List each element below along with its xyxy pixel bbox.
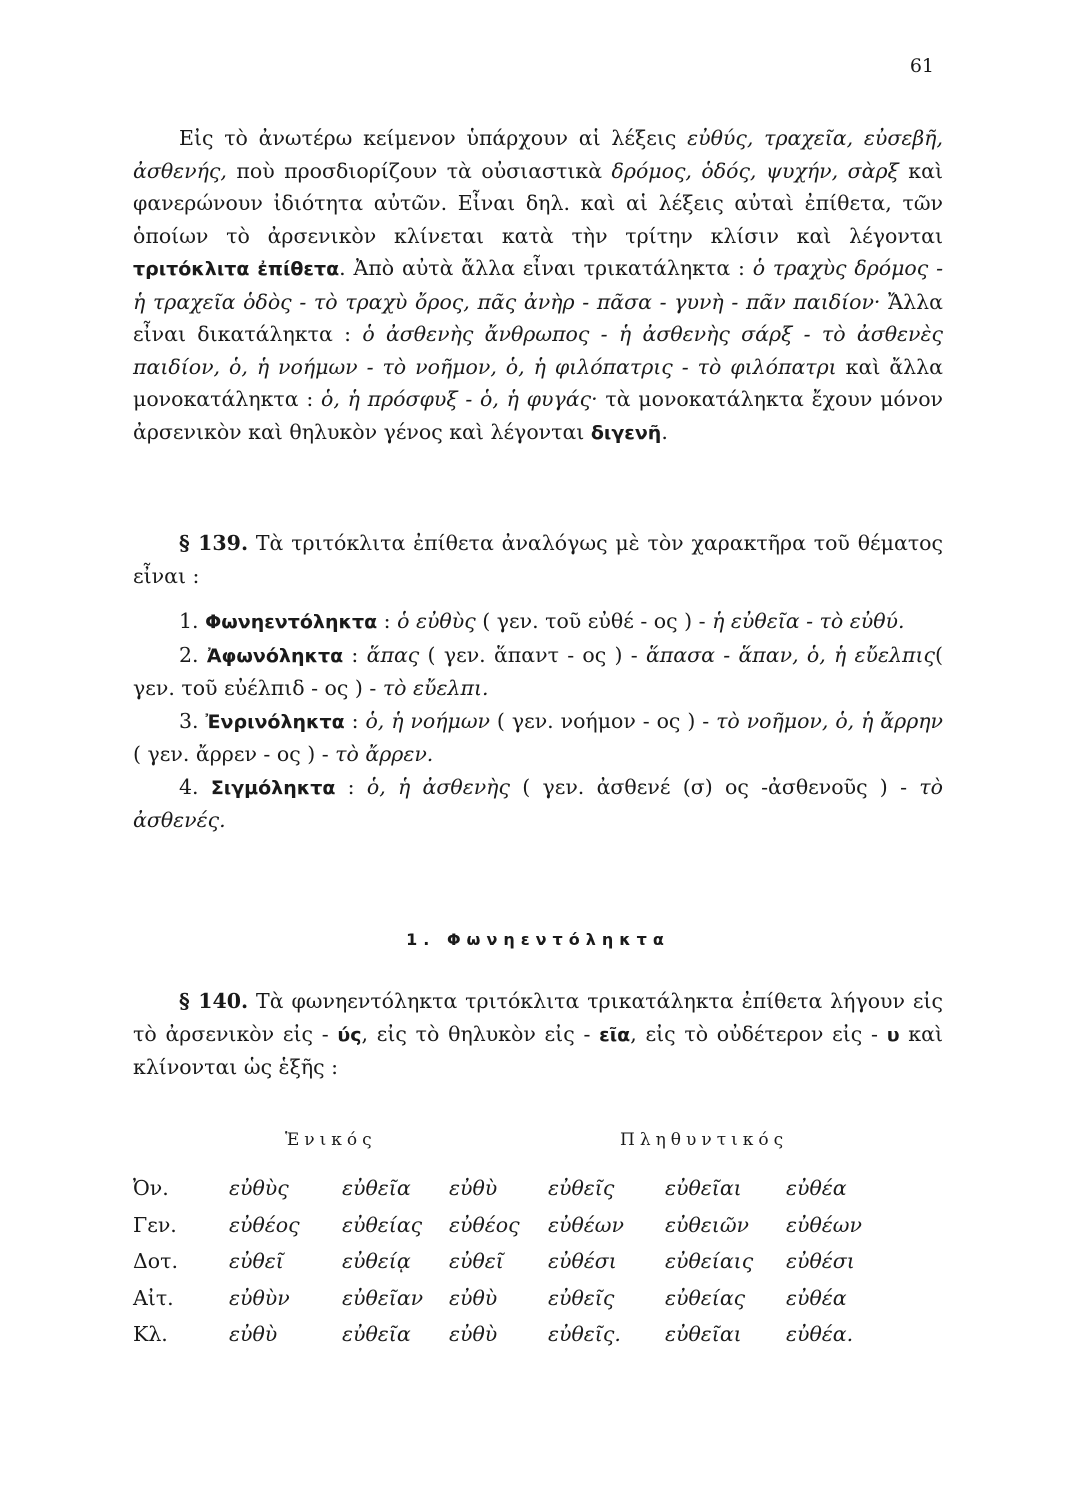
form-cell: εὐθέων xyxy=(548,1212,624,1237)
form-cell: εὐθὺ xyxy=(449,1285,498,1310)
intro-text: Ἄλλα εἶναι δικατάληκτα : xyxy=(133,289,943,346)
intro-paragraph xyxy=(133,122,943,449)
term-tritoklita: τριτόκλιτα ἐπίθετα xyxy=(133,258,340,280)
item-colon: : xyxy=(377,609,398,633)
list-item xyxy=(133,771,943,837)
form-cell: εὐθὺν xyxy=(229,1285,290,1310)
ending-neuter: υ xyxy=(886,1023,900,1046)
section-text: , εἰς τὸ θηλυκὸν εἰς - xyxy=(361,1021,600,1046)
item-example: ἡ εὐθεῖα - τὸ εὐθύ. xyxy=(712,609,905,633)
form-cell: εὐθέος xyxy=(449,1212,520,1237)
item-text: ( γεν. ἀσθενέ (σ) ος -ἀσθενοῦς ) - xyxy=(509,774,920,799)
item-text: ( γεν. τοῦ εὐθέ - ος ) - xyxy=(475,609,713,633)
case-label: Κλ. xyxy=(133,1322,168,1347)
item-colon: : xyxy=(344,708,366,733)
form-cell: εὐθέων xyxy=(786,1212,862,1237)
form-cell: εὐθεῖς xyxy=(548,1285,615,1310)
table-row xyxy=(133,1280,876,1317)
list-item xyxy=(133,639,943,705)
item-text: ( γεν. ἅπαντ - ος ) - xyxy=(419,642,646,667)
intro-text: ποὺ προσδιορίζουν τὰ οὐσιαστικὰ xyxy=(226,158,612,183)
form-cell: εὐθέσι xyxy=(548,1249,617,1274)
intro-example: ὁ, ἡ πρόσφυξ - ὁ, ἡ φυγάς· xyxy=(321,387,598,411)
ending-type-list xyxy=(133,605,943,837)
item-example: ὁ εὐθὺς xyxy=(397,609,476,633)
form-cell: εὐθέα xyxy=(786,1285,847,1310)
item-example: ὁ, ἡ νοήμων xyxy=(365,708,491,733)
item-example: ἅπας xyxy=(366,642,420,667)
form-cell: εὐθεῖα xyxy=(342,1176,411,1201)
form-cell: εὐθεῖ xyxy=(229,1249,284,1274)
intro-example: δρόμος, ὁδός, ψυχήν, σὰρξ xyxy=(611,158,899,183)
item-colon: : xyxy=(343,642,367,667)
plural-heading: Πληθυντικός xyxy=(620,1130,789,1150)
section-text: καὶ κλίνονται ὡς ἑξῆς : xyxy=(133,1021,943,1079)
item-example: τὸ ἀσθενές. xyxy=(133,774,943,832)
item-text: ( γεν. ἄρρεν - ος ) - xyxy=(133,742,336,766)
form-cell: εὐθείᾳ xyxy=(342,1249,411,1274)
form-cell: εὐθεῖς xyxy=(548,1176,615,1201)
form-cell: εὐθεῖαν xyxy=(342,1285,424,1310)
form-cell: εὐθεῖαι xyxy=(665,1176,742,1201)
singular-heading: Ἑνικός xyxy=(285,1130,377,1150)
item-number: 4. xyxy=(179,774,199,799)
form-cell: εὐθείας xyxy=(342,1212,423,1237)
page-number: 61 xyxy=(909,55,934,77)
form-cell: εὐθέος xyxy=(229,1212,300,1237)
section-140 xyxy=(133,985,943,1084)
list-item xyxy=(133,605,943,639)
ending-feminine: εῖα xyxy=(599,1023,631,1046)
form-cell: εὐθὺ xyxy=(449,1176,498,1201)
declension-table xyxy=(133,1170,876,1353)
form-cell: εὐθέα xyxy=(786,1176,847,1201)
form-cell: εὐθεῖ xyxy=(449,1249,504,1274)
table-row xyxy=(133,1170,876,1207)
form-cell: εὐθεῖαι xyxy=(665,1322,742,1347)
item-example: τὸ εὔελπι. xyxy=(382,676,489,700)
form-cell: εὐθεῖα xyxy=(342,1322,411,1347)
item-text: ( γεν. τοῦ εὐέλπιδ - ος ) - xyxy=(133,642,943,700)
item-term: Φωνηεντόληκτα xyxy=(205,611,378,633)
case-label: Δοτ. xyxy=(133,1249,179,1274)
item-colon: : xyxy=(335,774,367,799)
form-cell: εὐθέσι xyxy=(786,1249,855,1274)
section-symbol: § 140. xyxy=(179,989,249,1013)
intro-text: καὶ ἄλλα μονοκατάληκτα : xyxy=(133,354,944,411)
form-cell: εὐθέα. xyxy=(786,1322,854,1347)
intro-example: ὁ τραχὺς δρόμος - ἡ τραχεῖα ὁδὸς - τὸ τραχὺ ὄρος, xyxy=(133,256,943,314)
table-row xyxy=(133,1243,876,1280)
section-text: Τὰ φωνηεντόληκτα τριτόκλιτα τρικατάληκτα ἐπίθετα λήγουν εἰς τὸ ἀρσενικὸν εἰς - xyxy=(133,989,943,1046)
form-cell: εὐθείαις xyxy=(665,1249,754,1274)
intro-example: πᾶς ἀνὴρ - πᾶσα - γυνὴ - πᾶν παιδίον· xyxy=(477,289,881,314)
intro-text: . xyxy=(661,419,668,444)
item-number: 3. xyxy=(179,708,199,733)
section-139 xyxy=(133,527,943,592)
item-example: τὸ νοῆμον, ὁ, ἡ ἄρρην xyxy=(716,708,943,733)
item-term: Ἀφωνόληκτα xyxy=(206,644,344,667)
form-cell: εὐθείας xyxy=(665,1285,746,1310)
item-example: ὁ, ἡ ἀσθενὴς xyxy=(366,774,510,799)
item-number: 1. xyxy=(179,609,199,633)
list-item xyxy=(133,705,943,771)
table-row xyxy=(133,1316,876,1353)
item-example: ἅπασα - ἅπαν, ὁ, ἡ εὔελπις xyxy=(645,642,935,667)
case-label: Ὀν. xyxy=(133,1176,169,1201)
intro-example: εὐθύς, τραχεῖα, εὐσεβῆ, ἀσθενής, xyxy=(133,126,943,183)
intro-text: καὶ φανερώνουν ἰδιότητα αὐτῶν. Εἶναι δηλ. καὶ αἱ λέξεις αὐταὶ ἐπίθετα, τῶν ὁποίων τὸ ἀρσενικὸν κλίνεται κατὰ τὴν τρίτην κλίσιν καὶ λέγονται xyxy=(133,158,943,248)
form-cell: εὐθὺ xyxy=(449,1322,498,1347)
intro-text: Εἰς τὸ ἀνωτέρω κείμενον ὑπάρχουν αἱ λέξεις xyxy=(179,126,688,150)
intro-example: ὁ ἀσθενὴς ἄνθρωπος - ἡ ἀσθενὴς σάρξ - τὸ ἀσθενὲς παιδίον, ὁ, ἡ νοήμων - τὸ νοῆμον, ὁ, ἡ φιλόπατρις - τὸ φιλόπατρι xyxy=(133,322,944,379)
form-cell: εὐθὺς xyxy=(229,1176,289,1201)
section-text: , εἰς τὸ οὐδέτερον εἰς - xyxy=(630,1021,887,1046)
item-term: Ἐνρινόληκτα xyxy=(205,710,345,733)
intro-text: τὰ μονοκατάληκτα ἔχουν μόνον ἀρσενικὸν καὶ θηλυκὸν γένος καὶ λέγονται xyxy=(133,387,944,444)
ending-masculine: ύς xyxy=(337,1023,362,1046)
form-cell: εὐθεῖς. xyxy=(548,1322,621,1347)
item-example: τὸ ἄρρεν. xyxy=(335,742,434,766)
form-cell: εὐθειῶν xyxy=(665,1212,750,1237)
case-label: Αἰτ. xyxy=(133,1285,174,1310)
subheading-vowel-ending: 1. Φωνηεντόληκτα xyxy=(406,930,670,949)
case-label: Γεν. xyxy=(133,1212,177,1237)
section-symbol: § 139. xyxy=(179,531,249,555)
intro-text: . Ἀπὸ αὐτὰ ἄλλα εἶναι τρικατάληκτα : xyxy=(339,256,753,280)
section-text: Τὰ τριτόκλιτα ἐπίθετα ἀναλόγως μὲ τὸν χαρακτῆρα τοῦ θέματος εἶναι : xyxy=(133,531,943,588)
item-number: 2. xyxy=(179,642,199,667)
item-text: ( γεν. νοήμον - ος ) - xyxy=(490,708,717,733)
table-row xyxy=(133,1207,876,1244)
item-term: Σιγμόληκτα xyxy=(210,776,336,799)
form-cell: εὐθὺ xyxy=(229,1322,278,1347)
term-digeni: διγενῆ xyxy=(590,421,662,444)
